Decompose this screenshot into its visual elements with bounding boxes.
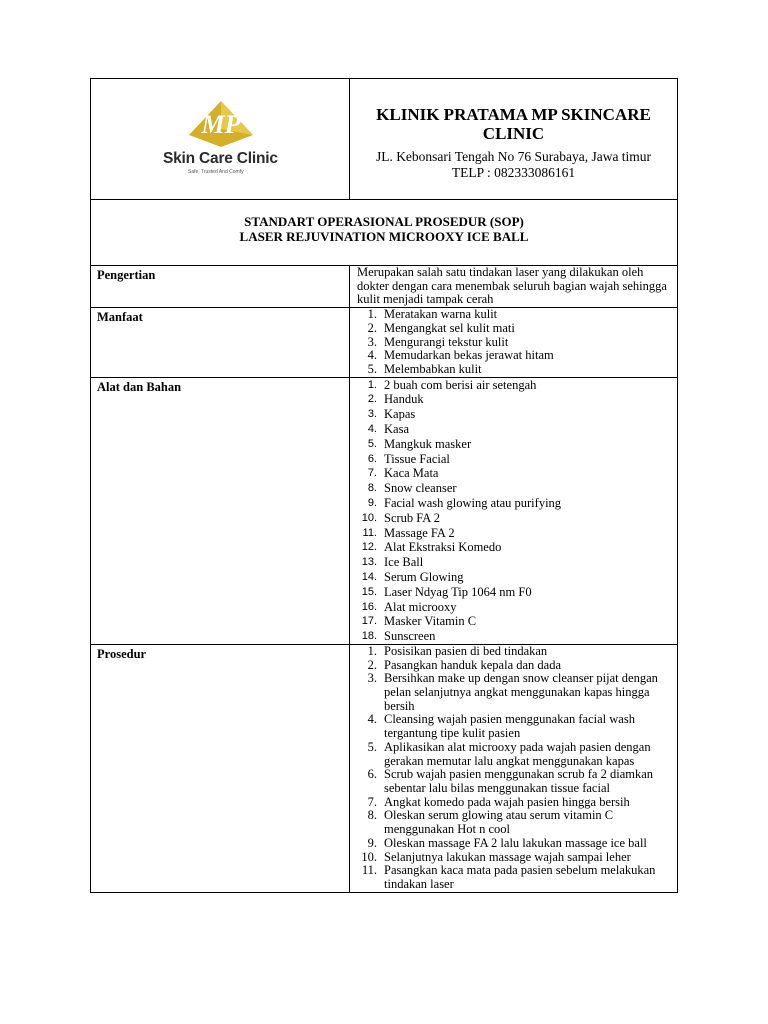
mp-monogram-icon bbox=[183, 99, 259, 149]
list-item-text: Snow cleanser bbox=[384, 481, 457, 496]
list-item-text: Alat microoxy bbox=[384, 599, 457, 614]
manfaat-list bbox=[350, 308, 677, 377]
list-item-number: 3. bbox=[367, 334, 377, 349]
list-item-text: Pasangkan handuk kepala dan dada bbox=[384, 657, 562, 672]
clinic-logo bbox=[131, 97, 311, 185]
list-item bbox=[350, 363, 671, 377]
svg-text:MP: MP bbox=[201, 110, 241, 139]
list-item-text: 2 buah com berisi air setengah bbox=[384, 377, 537, 392]
list-item-number: 11. bbox=[362, 526, 377, 539]
list-item-number: 3. bbox=[367, 408, 377, 421]
list-item bbox=[350, 437, 671, 452]
list-item-text: Pasangkan kaca mata pada pasien sebelum melakukan tindakan laser bbox=[384, 863, 656, 891]
clinic-phone: TELP : 082333086161 bbox=[451, 165, 576, 180]
list-item-text: Mengurangi tekstur kulit bbox=[384, 334, 509, 349]
clinic-name: KLINIK PRATAMA MP SKINCARE CLINIC bbox=[376, 105, 651, 143]
list-item-text: Bersihkan make up dengan snow cleanser pijat dengan pelan selanjutnya angkat menggunakan kapas hingga bersih bbox=[384, 671, 658, 713]
list-item-number: 12. bbox=[361, 541, 377, 554]
label-manfaat: Manfaat bbox=[97, 310, 143, 325]
list-item bbox=[350, 481, 671, 496]
list-item-text: Meratakan warna kulit bbox=[384, 307, 498, 322]
list-item bbox=[350, 713, 671, 740]
list-item bbox=[350, 407, 671, 422]
list-item bbox=[350, 809, 671, 836]
list-item-number: 5. bbox=[367, 437, 377, 450]
list-item bbox=[350, 452, 671, 467]
list-item-text: Mengangkat sel kulit mati bbox=[384, 320, 515, 335]
list-item-text: Scrub wajah pasien menggunakan scrub fa 2 diamkan sebentar lalu bilas menggunakan tissue facial bbox=[384, 767, 654, 795]
list-item bbox=[350, 555, 671, 570]
sop-document bbox=[90, 78, 678, 893]
list-item bbox=[350, 600, 671, 615]
label-prosedur: Prosedur bbox=[97, 646, 147, 661]
list-item-text: Alat Ekstraksi Komedo bbox=[384, 540, 502, 555]
list-item bbox=[350, 496, 671, 511]
list-item-number: 7. bbox=[367, 467, 377, 480]
header bbox=[90, 78, 678, 200]
list-item-text: Selanjutnya lakukan massage wajah sampai leher bbox=[384, 849, 631, 864]
document-title bbox=[90, 200, 678, 266]
list-item-number: 1. bbox=[367, 643, 377, 658]
list-item-text: Facial wash glowing atau purifying bbox=[384, 496, 562, 510]
list-item-number: 2. bbox=[367, 320, 377, 335]
list-item-number: 7. bbox=[367, 794, 377, 809]
list-item-text: Melembabkan kulit bbox=[384, 361, 482, 376]
list-item-number: 4. bbox=[367, 423, 377, 436]
list-item bbox=[350, 672, 671, 713]
list-item bbox=[350, 392, 671, 407]
sop-table bbox=[90, 266, 678, 893]
list-item-text: Cleansing wajah pasien menggunakan facial wash tergantung tipe kulit pasien bbox=[384, 712, 635, 741]
list-item-number: 1. bbox=[367, 307, 377, 322]
list-item-text: Handuk bbox=[384, 392, 424, 407]
list-item-text: Serum Glowing bbox=[384, 569, 464, 584]
row-manfaat bbox=[91, 308, 678, 378]
list-item bbox=[350, 511, 671, 526]
list-item bbox=[350, 837, 671, 851]
list-item bbox=[350, 336, 671, 350]
list-item-number: 3. bbox=[367, 671, 377, 686]
list-item-text: Aplikasikan alat microoxy pada wajah pasien dengan gerakan memutar lalu angkat menggunakan kapas bbox=[384, 739, 651, 768]
list-item-number: 10. bbox=[361, 511, 377, 524]
list-item-text: Laser Ndyag Tip 1064 nm F0 bbox=[384, 584, 532, 599]
list-item-text: Tissue Facial bbox=[384, 451, 450, 466]
list-item-number: 5. bbox=[367, 739, 377, 754]
list-item bbox=[350, 768, 671, 795]
row-prosedur bbox=[91, 644, 678, 892]
list-item-number: 8. bbox=[367, 808, 377, 823]
list-item-number: 8. bbox=[367, 482, 377, 495]
title-line-1: STANDART OPERASIONAL PROSEDUR (SOP) bbox=[244, 214, 524, 229]
list-item-number: 6. bbox=[367, 452, 377, 465]
logo-brand-text: Skin Care Clinic bbox=[163, 150, 278, 167]
list-item-number: 14. bbox=[361, 570, 377, 583]
alat-bahan-list bbox=[350, 378, 677, 644]
list-item-number: 2. bbox=[367, 657, 377, 672]
list-item-number: 9. bbox=[367, 835, 377, 850]
logo-cell bbox=[91, 79, 350, 199]
list-item bbox=[350, 741, 671, 768]
list-item-text: Masker Vitamin C bbox=[384, 614, 477, 629]
list-item-text: Mangkuk masker bbox=[384, 436, 472, 451]
list-item bbox=[350, 659, 671, 673]
list-item-number: 16. bbox=[361, 600, 377, 613]
list-item-number: 5. bbox=[367, 361, 377, 376]
list-item bbox=[350, 378, 671, 393]
list-item bbox=[350, 349, 671, 363]
title-line-2: LASER REJUVINATION MICROOXY ICE BALL bbox=[239, 229, 529, 244]
list-item bbox=[350, 308, 671, 322]
list-item-number: 17. bbox=[361, 615, 377, 628]
label-pengertian: Pengertian bbox=[97, 268, 156, 282]
list-item-number: 13. bbox=[361, 556, 377, 569]
list-item-text: Oleskan serum glowing atau serum vitamin C menggunakan Hot n cool bbox=[384, 808, 614, 837]
list-item-number: 4. bbox=[367, 348, 377, 363]
label-alat-bahan: Alat dan Bahan bbox=[97, 379, 182, 394]
list-item-number: 4. bbox=[367, 712, 377, 727]
list-item-text: Kaca Mata bbox=[384, 466, 439, 481]
row-pengertian bbox=[91, 266, 678, 308]
list-item-text: Posisikan pasien di bed tindakan bbox=[384, 643, 548, 658]
prosedur-list bbox=[350, 645, 677, 892]
list-item-text: Massage FA 2 bbox=[384, 525, 455, 540]
list-item-text: Kasa bbox=[384, 422, 409, 437]
list-item-text: Kapas bbox=[384, 407, 416, 422]
list-item-number: 11. bbox=[361, 863, 377, 878]
list-item bbox=[350, 570, 671, 585]
clinic-info bbox=[350, 79, 677, 199]
list-item-text: Angkat komedo pada wajah pasien hingga bersih bbox=[384, 794, 630, 809]
list-item bbox=[350, 540, 671, 555]
list-item-number: 6. bbox=[367, 767, 377, 782]
list-item-number: 15. bbox=[361, 585, 377, 598]
list-item bbox=[350, 322, 671, 336]
list-item bbox=[350, 422, 671, 437]
pengertian-text: Merupakan salah satu tindakan laser yang dilakukan oleh dokter dengan cara menembak seluruh bagian wajah sehingga kulit menjadi tampak cerah bbox=[357, 265, 667, 307]
list-item-number: 9. bbox=[367, 497, 377, 509]
list-item-number: 18. bbox=[361, 630, 377, 643]
clinic-address: JL. Kebonsari Tengah No 76 Surabaya, Jawa timur bbox=[375, 149, 652, 164]
list-item bbox=[350, 851, 671, 865]
list-item-text: Memudarkan bekas jerawat hitam bbox=[384, 348, 554, 363]
list-item bbox=[350, 526, 671, 541]
list-item bbox=[350, 645, 671, 659]
list-item-text: Ice Ball bbox=[384, 555, 424, 570]
list-item bbox=[350, 466, 671, 481]
list-item-number: 10. bbox=[361, 849, 377, 864]
list-item-text: Sunscreen bbox=[384, 629, 436, 644]
list-item-number: 1. bbox=[367, 378, 377, 391]
row-alat-bahan bbox=[91, 377, 678, 644]
list-item-text: Scrub FA 2 bbox=[384, 510, 441, 525]
list-item bbox=[350, 796, 671, 810]
list-item bbox=[350, 585, 671, 600]
list-item bbox=[350, 614, 671, 629]
logo-tagline: Safe, Trusted And Comfy bbox=[188, 169, 244, 175]
list-item-text: Oleskan massage FA 2 lalu lakukan massage ice ball bbox=[384, 835, 647, 850]
list-item bbox=[350, 629, 671, 644]
list-item bbox=[350, 864, 671, 891]
list-item-number: 2. bbox=[367, 393, 377, 406]
